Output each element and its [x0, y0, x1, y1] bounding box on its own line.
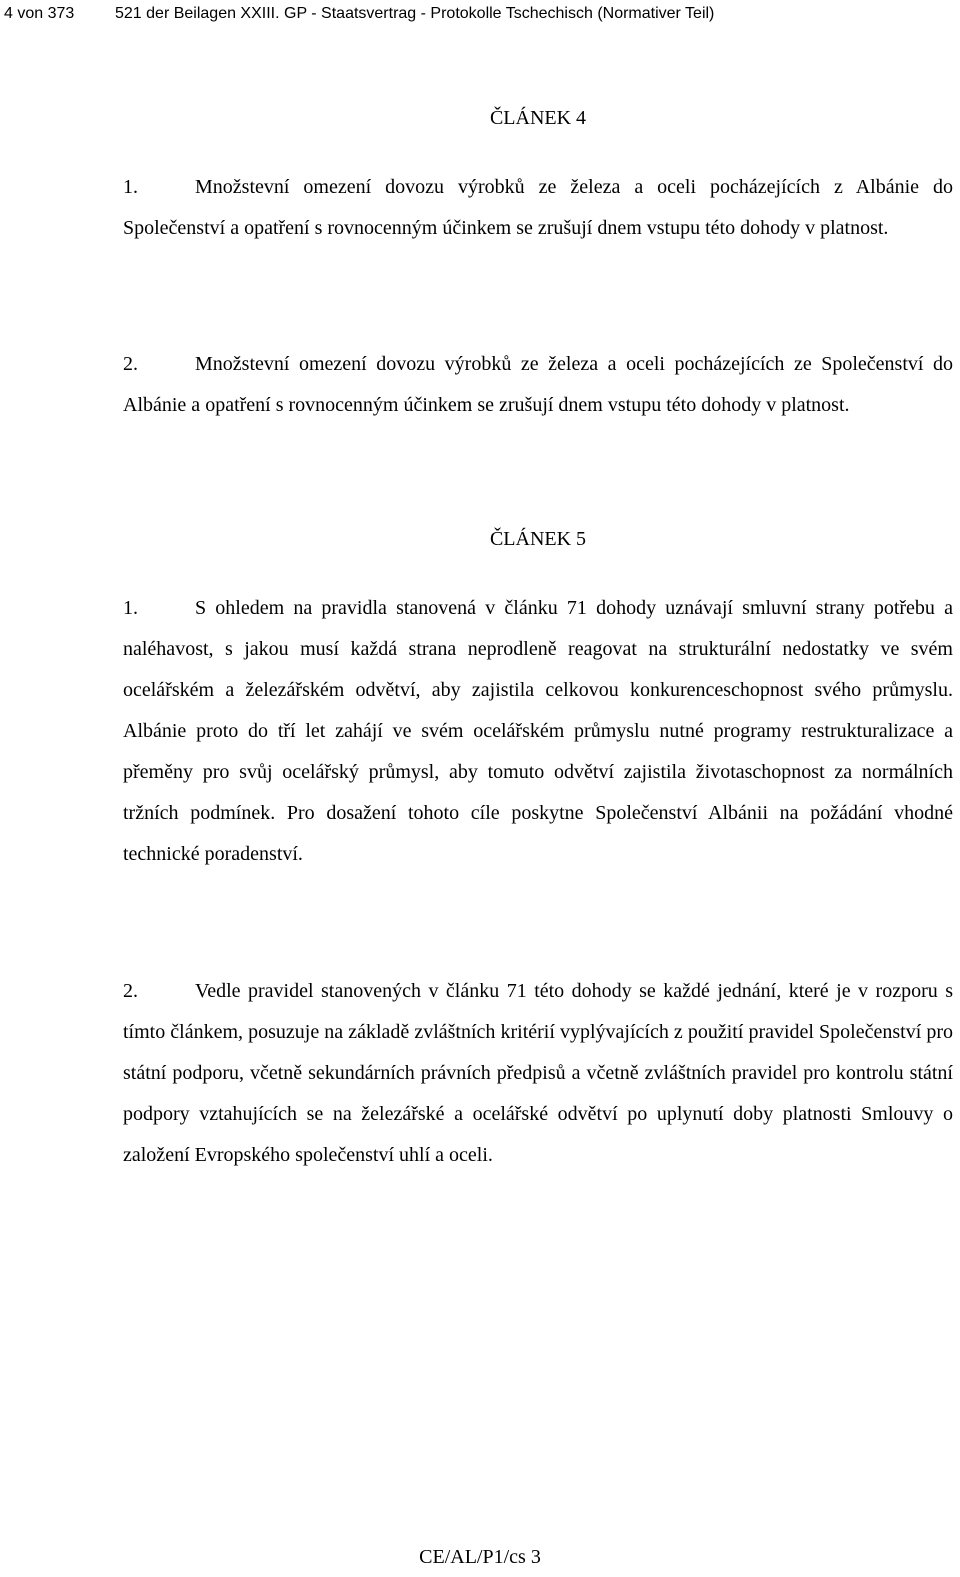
paragraph-text: Množstevní omezení dovozu výrobků ze železa a oceli pocházejících ze Společenství do Albánie a opatření s rovnocenným účinkem se zrušují dnem vstupu této dohody v platnost.	[123, 353, 953, 416]
article-5-heading: ČLÁNEK 5	[489, 528, 587, 550]
paragraph-text: Množstevní omezení dovozu výrobků ze železa a oceli pocházejících z Albánie do Společenství a opatření s rovnocenným účinkem se zrušují dnem vstupu této dohody v platnost.	[123, 176, 953, 239]
paragraph-text: Vedle pravidel stanovených v článku 71 této dohody se každé jednání, které je v rozporu s tímto článkem, posuzuje na základě zvláštních kritérií vyplývajících z použití pravidel Společenství pro státní podporu, včetně sekundárních právních předpisů a včetně zvláštních pravidel pro kontrolu státní podpory vztahujících se na železářské a ocelářské odvětví po uplynutí doby platnosti Smlouvy o založení Evropského společenství uhlí a oceli.	[123, 980, 953, 1166]
article-5-paragraph-1	[123, 588, 953, 875]
paragraph-number: 2.	[123, 353, 138, 375]
article-4-paragraph-1	[123, 167, 953, 249]
document-code: CE/AL/P1/cs 3	[419, 1546, 541, 1568]
paragraph-number: 1.	[123, 597, 138, 619]
article-5-paragraph-2	[123, 971, 953, 1176]
document-title: 521 der Beilagen XXIII. GP - Staatsvertrag - Protokolle Tschechisch (Normativer Teil)	[115, 5, 715, 22]
article-4-paragraph-2	[123, 344, 953, 426]
paragraph-number: 1.	[123, 176, 138, 198]
article-4-heading: ČLÁNEK 4	[489, 107, 587, 129]
page-indicator: 4 von 373	[4, 5, 75, 22]
paragraph-number: 2.	[123, 980, 138, 1002]
page-header	[4, 2, 956, 28]
paragraph-text: S ohledem na pravidla stanovená v článku 71 dohody uznávají smluvní strany potřebu a naléhavost, s jakou musí každá strana neprodleně reagovat na strukturální nedostatky ve svém ocelářském a železářském odvětví, aby zajistila celkovou konkurenceschopnost svého průmyslu. Albánie proto do tří let zahájí ve svém ocelářském průmyslu nutné programy restrukturalizace a přeměny pro svůj ocelářský průmysl, aby tomuto odvětví zajistila životaschopnost za normálních tržních podmínek. Pro dosažení tohoto cíle poskytne Společenství Albánii na požádání vhodné technické poradenství.	[123, 597, 953, 865]
